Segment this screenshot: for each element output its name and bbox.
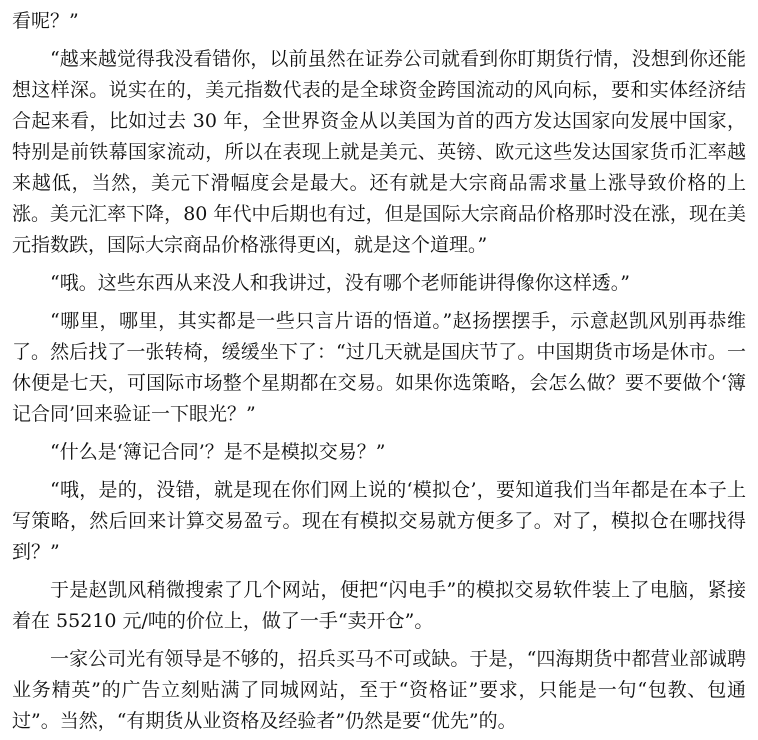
paragraph-4: “哪里，哪里，其实都是一些只言片语的悟道。”赵扬摆摆手，示意赵凯风别再恭维了。然后找了一张转椅，缓缓坐下了：“过几天就是国庆节了。中国期货市场是休市。一休便是七天，可国际市场整个星期都在交易。如果你选策略，会怎么做？要不要做个‘簿记合同’回来验证一下眼光？” (12, 310, 746, 425)
paragraph-6: “哦，是的，没错，就是现在你们网上说的‘模拟仓’，要知道我们当年都是在本子上写策略，然后回来计算交易盈亏。现在有模拟交易就方便多了。对了，模拟仓在哪找得到？” (12, 479, 746, 563)
paragraph-8: 一家公司光有领导是不够的，招兵买马不可或缺。于是，“四海期货中都营业部诚聘业务精英”的广告立刻贴满了同城网站，至于“资格证”要求，只能是一句“包教、包通过”。当然，“有期货从业资格及经验者”仍然是要“优先”的。 (12, 648, 746, 732)
paragraph-2: “越来越觉得我没看错你，以前虽然在证券公司就看到你盯期货行情，没想到你还能想这样深。说实在的，美元指数代表的是全球资金跨国流动的风向标，要和实体经济结合起来看，比如过去 30 年，全世界资金从以美国为首的西方发达国家向发展中国家，特别是前铁幕国家流动，所以在表现上就是美元、英镑、欧元这些发达国家货币汇率越来越低，当然，美元下滑幅度会是最大。还有就是大宗商品需求量上涨导致价格的上涨。美元汇率下降，80 年代中后期也有过，但是国际大宗商品价格那时没在涨，现在美元指数跌，国际大宗商品价格涨得更凶，就是这个道理。” (12, 48, 746, 256)
paragraph-5: “什么是‘簿记合同’？是不是模拟交易？” (50, 441, 386, 463)
paragraph-3: “哦。这些东西从来没人和我讲过，没有哪个老师能讲得像你这样透。” (50, 272, 630, 294)
paragraph-1: 看呢？” (12, 10, 79, 32)
paragraph-7: 于是赵凯风稍微搜索了几个网站，便把“闪电手”的模拟交易软件装上了电脑，紧接着在 55210 元/吨的价位上，做了一手“卖开仓”。 (12, 579, 746, 632)
